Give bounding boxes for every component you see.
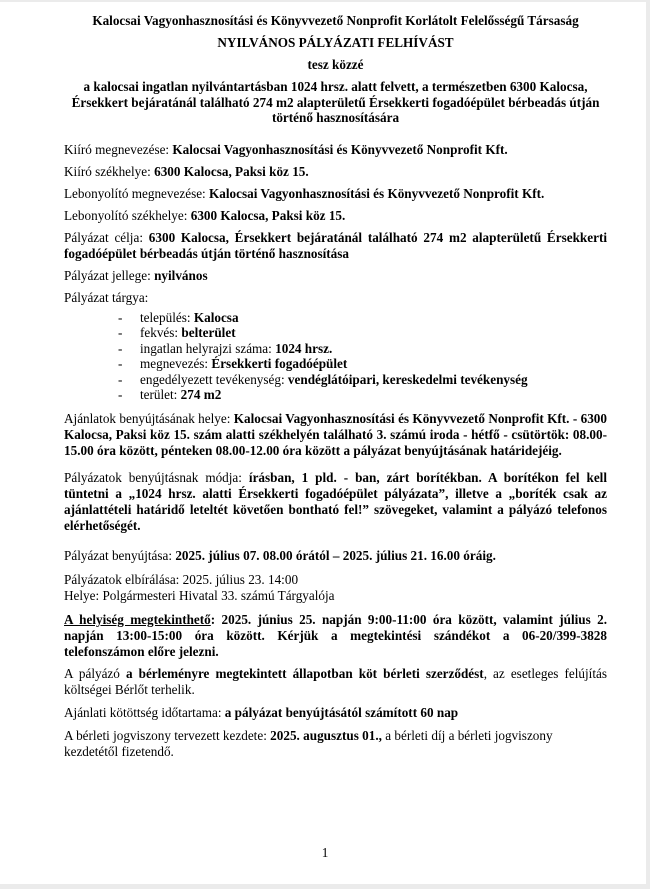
list-item-label: terület: xyxy=(140,387,178,402)
field-label: Kiíró megnevezése: xyxy=(64,141,170,157)
list-item xyxy=(118,387,607,403)
paragraph-szerzodes xyxy=(64,666,607,698)
paragraph-prefix: A bérleti jogviszony tervezett kezdete: xyxy=(64,727,267,743)
subject-list xyxy=(118,310,607,403)
list-item-value: 274 m2 xyxy=(180,387,222,402)
field-label: Pályázat célja: xyxy=(64,229,143,245)
field-lebonyolito-megnevezese xyxy=(64,186,607,202)
field-kiiro-szekhelye xyxy=(64,164,607,180)
field-value: 6300 Kalocsa, Paksi köz 15. xyxy=(190,207,346,223)
paragraph-value: Kalocsai Vagyonhasznosítási és Könyvvezető Nonprofit Kft. - 6300 Kalocsa, Paksi köz 15. szám alatti székhelyén található 3. számú iroda - hétfő - csütörtök: 08.00-15.00 óra között, pénteken 08.00-12.00 óra között a pályázat benyújtásának határidejéig. xyxy=(64,410,607,458)
paragraph-bold-text: 2025. augusztus 01., xyxy=(270,727,382,743)
bullet-dash: - xyxy=(118,340,123,356)
paragraph-kezdet xyxy=(64,728,607,760)
list-item-value: 1024 hrsz. xyxy=(275,340,333,356)
list-item-label: fekvés: xyxy=(140,325,179,340)
page-edge-bottom xyxy=(0,884,650,889)
paragraph-label: Ajánlatok benyújtásának helye: xyxy=(64,410,231,426)
field-label: Kiíró székhelye: xyxy=(64,163,151,179)
bullet-dash: - xyxy=(118,309,123,325)
title-company: Kalocsai Vagyonhasznosítási és Könyvvezető Nonprofit Korlátolt Felelősségű Társaság xyxy=(92,13,579,28)
bullet-dash: - xyxy=(118,371,123,387)
list-item-value: vendéglátóipari, kereskedelmi tevékenység xyxy=(287,371,528,387)
paragraph-value: írásban, 1 pld. - ban, zárt borítékban. A borítékon fel kell tüntetni a „1024 hrsz. alatti Érsekkerti fogadóépület pályázata”, illetve a „boríték csak az ajánlattételi határidő leteltét követően bontható fel!” szövegeket, valamint a pályázó telefonos elérhetőségét. xyxy=(64,469,607,533)
field-label: Lebonyolító székhelye: xyxy=(64,207,188,223)
field-palyazat-targya xyxy=(64,290,607,306)
field-value: Kalocsai Vagyonhasznosítási és Könyvvezető Nonprofit Kft. xyxy=(209,185,545,201)
list-item-value: Kalocsa xyxy=(193,309,239,325)
title-publishes: tesz közzé xyxy=(307,57,364,72)
paragraph-megtekintheto xyxy=(64,612,607,660)
field-palyazat-celja xyxy=(64,230,607,262)
field-label: Pályázat jellege: xyxy=(64,267,151,283)
field-palyazat-jellege xyxy=(64,268,607,284)
paragraph-value: 2025. június 25. napján 9:00-11:00 óra között, valamint július 2. napján 13:00-15:00 óra között. Kérjük a megtekintési szándékot a 06-20/399-3828 telefonszámon előre jelezni. xyxy=(64,611,608,659)
field-label: Pályázat tárgya: xyxy=(64,289,149,305)
field-value: 6300 Kalocsa, Érsekkert bejáratánál található 274 m2 alapterületű Érsekkerti fogadóépület bérbeadás útján történő hasznosítása xyxy=(64,229,607,261)
title-subject-paragraph: a kalocsai ingatlan nyilvántartásban 1024 hrsz. alatt felvett, a természetben 6300 Kalocsa, Érsekkert bejáratánál található 274 m2 alapterületű Érsekkerti fogadóépület bérbeadás útján történő hasznosítására xyxy=(71,79,600,125)
list-item xyxy=(118,356,607,372)
paragraph-value: 2025. július 07. 08.00 órától – 2025. július 21. 16.00 óráig. xyxy=(175,547,496,563)
list-item xyxy=(118,341,607,357)
list-item-label: ingatlan helyrajzi száma: xyxy=(140,340,272,356)
paragraph-benyujtasa xyxy=(64,548,607,564)
page-number: 1 xyxy=(321,845,329,860)
list-item-label: település: xyxy=(140,309,191,325)
paragraph-label: Pályázat benyújtása: xyxy=(64,547,173,563)
paragraph-colon: : xyxy=(210,611,216,627)
paragraph-elbiralasa: Pályázatok elbírálása: 2025. július 23. 14:00 xyxy=(64,571,299,587)
list-item-value: Érsekkerti fogadóépület xyxy=(211,356,348,371)
field-label: Lebonyolító megnevezése: xyxy=(64,185,206,201)
paragraph-label: Pályázatok benyújtásnak módja: xyxy=(64,469,242,485)
paragraph-targyalo: Helye: Polgármesteri Hivatal 33. számú Tárgyalója xyxy=(64,587,335,603)
field-value: nyilvános xyxy=(154,267,208,283)
field-lebonyolito-szekhelye xyxy=(64,208,607,224)
paragraph-benyujtas-helye xyxy=(64,411,607,459)
field-value: 6300 Kalocsa, Paksi köz 15. xyxy=(154,163,309,179)
paragraph-suffix: , az esetleges felújítás költségei Bérlőt terhelik. xyxy=(64,665,607,697)
paragraph-prefix: A pályázó xyxy=(64,665,120,681)
bullet-dash: - xyxy=(118,356,123,371)
list-item-label: engedélyezett tevékenység: xyxy=(140,371,285,387)
paragraph-label-underlined: A helyiség megtekinthető xyxy=(64,611,211,627)
paragraph-label: Ajánlati kötöttség időtartama: xyxy=(64,704,222,720)
list-item-text xyxy=(140,310,239,326)
paragraph-suffix: a bérleti díj a bérleti jogviszony kezdetétől fizetendő. xyxy=(64,727,553,759)
bullet-dash: - xyxy=(118,387,123,402)
list-item xyxy=(118,372,607,388)
page-edge-top xyxy=(0,0,650,2)
list-item-text xyxy=(140,341,332,357)
paragraph-kotottseg xyxy=(64,705,607,721)
list-item-label: megnevezés: xyxy=(140,356,209,371)
field-kiiro-megnevezese xyxy=(64,142,607,158)
list-item xyxy=(118,310,607,326)
bullet-dash: - xyxy=(118,325,123,340)
field-value: Kalocsai Vagyonhasznosítási és Könyvvezető Nonprofit Kft. xyxy=(172,141,508,157)
list-item-value: belterület xyxy=(181,325,236,340)
page-edge-right xyxy=(646,0,650,889)
list-item xyxy=(118,325,607,341)
paragraph-bold-text: a bérleményre megtekintett állapotban köt bérleti szerződést xyxy=(125,665,484,681)
paragraph-benyujtas-modja xyxy=(64,470,607,534)
list-item-text xyxy=(140,387,221,403)
title-announcement: NYILVÁNOS PÁLYÁZATI FELHÍVÁST xyxy=(217,35,454,50)
list-item-text xyxy=(140,356,347,372)
list-item-text xyxy=(140,325,236,341)
paragraph-value: a pályázat benyújtásától számított 60 nap xyxy=(224,704,459,720)
list-item-text xyxy=(140,372,528,388)
